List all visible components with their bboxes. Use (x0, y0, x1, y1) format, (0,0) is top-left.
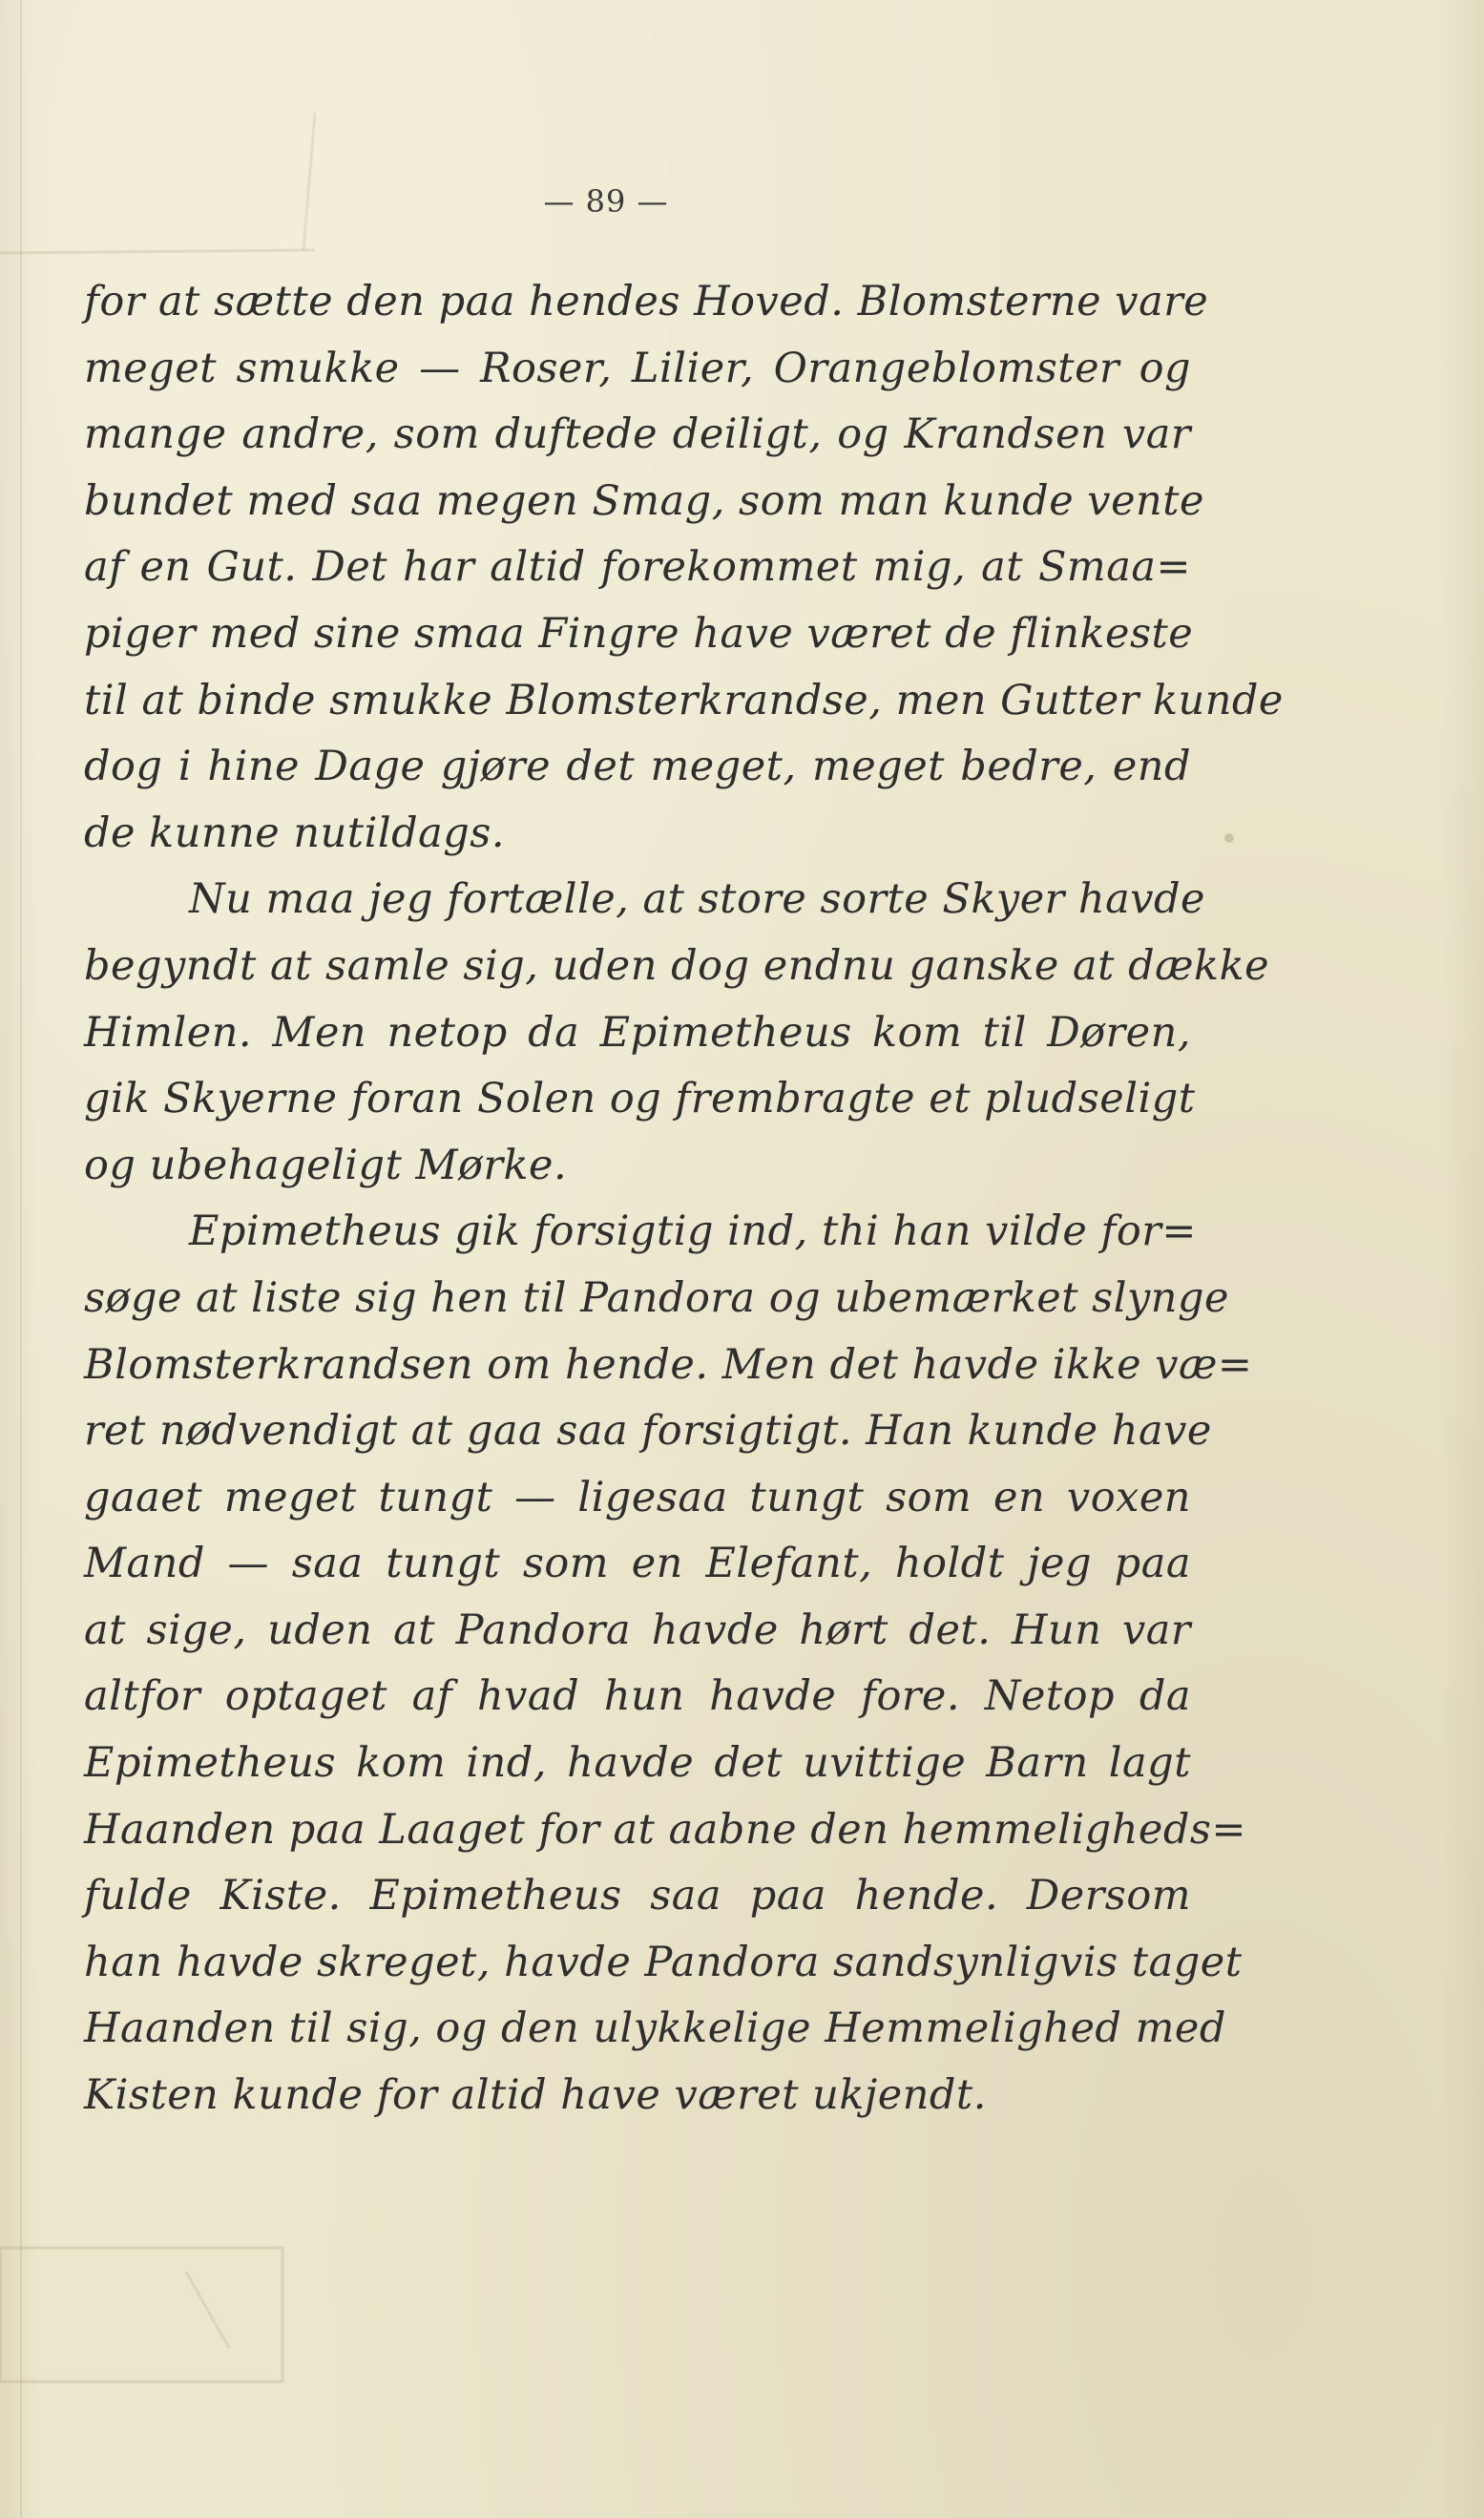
page-number: — 89 — (543, 183, 669, 220)
text-line: altfor optaget af hvad hun havde fore. Netop da (84, 1672, 1191, 1721)
text-line: meget smukke — Roser, Lilier, Orangeblomster og (84, 344, 1191, 392)
text-line: ret nødvendigt at gaa saa forsigtigt. Han kunde have (84, 1407, 1212, 1456)
text-line: Epimetheus kom ind, havde det uvittige Barn lagt (84, 1739, 1191, 1788)
body-text (84, 269, 1284, 2130)
text-line: Blomsterkrandsen om hende. Men det havde ikke væ= (84, 1340, 1253, 1389)
text-line: dog i hine Dage gjøre det meget, meget bedre, end (84, 743, 1191, 791)
text-line: Mand — saa tungt som en Elefant, holdt jeg paa (84, 1540, 1191, 1588)
text-line: gaaet meget tungt — ligesaa tungt som en voxen (84, 1473, 1191, 1521)
text-line: af en Gut. Det har altid forekommet mig, at Smaa= (84, 543, 1191, 592)
text-line: til at binde smukke Blomsterkrandse, men Gutter kunde (84, 676, 1284, 724)
text-line: de kunne nutildags. (84, 808, 505, 857)
text-line: for at sætte den paa hendes Hoved. Blomsterne vare (84, 278, 1209, 325)
text-line: begyndt at samle sig, uden dog endnu ganske at dække (84, 941, 1270, 990)
text-line: han havde skreget, havde Pandora sandsynligvis taget (84, 1938, 1243, 1986)
text-line: Haanden paa Laaget for at aabne den hemmeligheds= (84, 1805, 1247, 1854)
text-line: og ubehageligt Mørke. (84, 1141, 568, 1189)
text-line: gik Skyerne foran Solen og frembragte et pludseligt (84, 1075, 1196, 1123)
text-line: piger med sine smaa Fingre have været de flinkeste (84, 609, 1194, 658)
text-line: Nu maa jeg fortælle, at store sorte Skyer havde (189, 875, 1205, 924)
text-line: Kisten kunde for altid have været ukjendt. (84, 2071, 987, 2120)
text-line: bundet med saa megen Smag, som man kunde vente (84, 476, 1204, 525)
text-line: søge at liste sig hen til Pandora og ubemærket slynge (84, 1273, 1229, 1322)
text-line: fulde Kiste. Epimetheus saa paa hende. Dersom (84, 1872, 1191, 1920)
text-line: Haanden til sig, og den ulykkelige Hemmelighed med (84, 2004, 1226, 2053)
text-line: at sige, uden at Pandora havde hørt det. Hun var (84, 1605, 1191, 1654)
text-line: Himlen. Men netop da Epimetheus kom til Døren, (84, 1008, 1191, 1057)
text-line: mange andre, som duftede deiligt, og Krandsen var (84, 410, 1191, 459)
text-line: Epimetheus gik forsigtig ind, thi han vilde for= (189, 1207, 1197, 1256)
